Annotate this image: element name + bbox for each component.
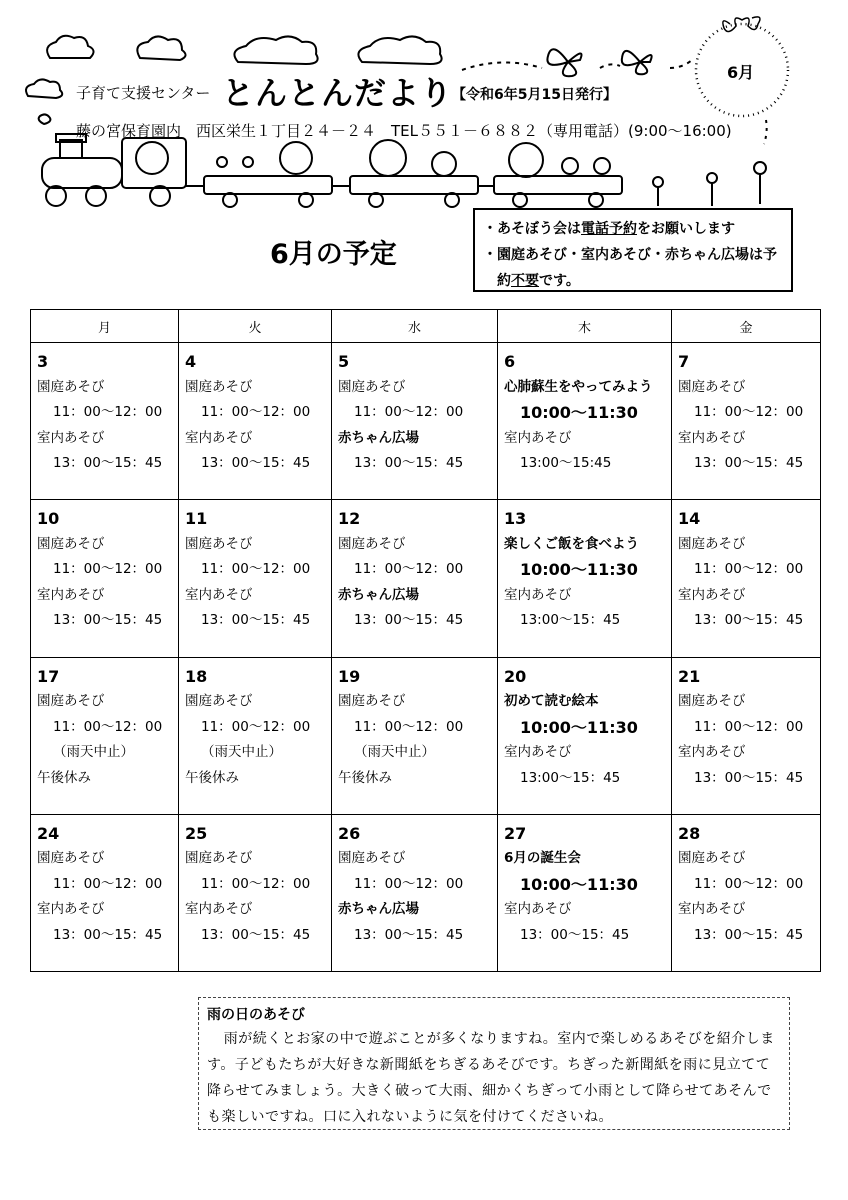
event-line: 13：00～15：45 bbox=[694, 612, 804, 629]
event-line: 園庭あそび bbox=[678, 378, 746, 395]
event-line: 園庭あそび bbox=[678, 535, 746, 552]
rainy-day-title: 雨の日のあそび bbox=[207, 1007, 305, 1023]
newsletter-title: とんとんだより bbox=[222, 74, 454, 112]
calendar-day-cell bbox=[332, 657, 498, 814]
calendar-day-cell bbox=[498, 814, 672, 971]
event-line: 室内あそび bbox=[37, 586, 105, 603]
issue-date: 【令和6年5月15日発行】 bbox=[452, 87, 617, 103]
event-line: 室内あそび bbox=[678, 586, 746, 603]
butterfly-icon bbox=[547, 49, 581, 76]
event-line: 楽しくご飯を食べよう bbox=[504, 535, 639, 552]
day-number: 13 bbox=[504, 509, 527, 529]
calendar-day-cell bbox=[672, 657, 821, 814]
event-line: 13：00～15：45 bbox=[201, 926, 311, 943]
event-line: 11：00～12：00 bbox=[53, 561, 163, 578]
event-line: 11：00～12：00 bbox=[694, 718, 804, 735]
calendar-week-row bbox=[31, 657, 821, 814]
event-line: 室内あそび bbox=[504, 586, 572, 603]
cloud-icon bbox=[26, 79, 62, 98]
rainy-day-box bbox=[198, 997, 790, 1130]
day-number: 28 bbox=[678, 823, 701, 843]
event-line: 10:00～11:30 bbox=[520, 403, 638, 422]
event-line: 園庭あそび bbox=[185, 378, 253, 395]
event-line: 園庭あそび bbox=[37, 693, 105, 709]
event-line: 13：00～15：45 bbox=[520, 926, 630, 943]
event-line: 午後休み bbox=[37, 769, 91, 786]
event-line: 13：00～15：45 bbox=[694, 926, 804, 943]
event-line: 園庭あそび bbox=[185, 693, 253, 709]
calendar-day-cell bbox=[31, 814, 179, 971]
day-number: 20 bbox=[504, 666, 527, 686]
event-line: 室内あそび bbox=[37, 429, 105, 446]
calendar-day-cell bbox=[179, 343, 332, 500]
event-line: 室内あそび bbox=[185, 586, 253, 603]
center-name: 子育て支援センター bbox=[76, 84, 211, 102]
calendar-day-cell bbox=[179, 657, 332, 814]
event-line: 園庭あそび bbox=[37, 850, 105, 867]
day-number: 4 bbox=[185, 352, 197, 371]
calendar-day-cell bbox=[672, 500, 821, 657]
event-line: 室内あそび bbox=[185, 901, 253, 918]
calendar-week-row bbox=[31, 814, 821, 971]
event-line: 13：00～15：45 bbox=[201, 455, 311, 471]
event-line: 13:00～15：45 bbox=[520, 769, 621, 786]
event-line: 園庭あそび bbox=[185, 850, 253, 867]
calendar-day-cell bbox=[31, 500, 179, 657]
day-number: 27 bbox=[504, 823, 527, 843]
event-line: 赤ちゃん広場 bbox=[338, 901, 419, 918]
event-line: 13:00～15:45 bbox=[520, 455, 612, 471]
day-number: 7 bbox=[678, 352, 690, 371]
event-line: 10:00～11:30 bbox=[520, 717, 638, 737]
day-number: 10 bbox=[37, 509, 60, 529]
calendar-day-cell bbox=[332, 500, 498, 657]
day-number: 26 bbox=[338, 823, 361, 843]
calendar-week-row bbox=[31, 343, 821, 500]
event-line: 13：00～15：45 bbox=[53, 455, 163, 471]
train-illustration bbox=[42, 134, 766, 207]
event-line: 13：00～15：45 bbox=[694, 769, 804, 786]
notice-line-3: 約不要です。 bbox=[497, 273, 580, 289]
event-line: 園庭あそび bbox=[185, 535, 253, 552]
event-line: 室内あそび bbox=[504, 429, 572, 446]
event-line: 11：00～12：00 bbox=[53, 875, 163, 892]
cloud-icon bbox=[47, 36, 93, 58]
event-line: （雨天中止） bbox=[201, 744, 282, 760]
calendar-day-cell bbox=[332, 814, 498, 971]
event-line: 室内あそび bbox=[185, 429, 253, 446]
cloud-icon bbox=[358, 36, 441, 64]
event-line: 園庭あそび bbox=[678, 693, 746, 709]
event-line: 心肺蘇生をやってみよう bbox=[504, 378, 653, 395]
weekday-header: 水 bbox=[332, 310, 498, 343]
day-number: 24 bbox=[37, 823, 60, 843]
event-line: 13：00～15：45 bbox=[694, 455, 804, 471]
event-line: 11：00～12：00 bbox=[354, 875, 464, 892]
month-badge: 6月 bbox=[727, 63, 755, 82]
event-line: 11：00～12：00 bbox=[354, 561, 464, 578]
event-line: 13：00～15：45 bbox=[53, 926, 163, 943]
event-line: （雨天中止） bbox=[53, 744, 134, 760]
day-number: 5 bbox=[338, 352, 350, 371]
event-line: （雨天中止） bbox=[354, 744, 435, 760]
event-line: 園庭あそび bbox=[37, 378, 105, 395]
weekday-header: 金 bbox=[672, 310, 821, 343]
day-number: 19 bbox=[338, 666, 361, 686]
event-line: 午後休み bbox=[338, 769, 392, 786]
event-line: 園庭あそび bbox=[338, 693, 406, 709]
calendar-day-cell bbox=[179, 500, 332, 657]
event-line: 室内あそび bbox=[504, 901, 572, 918]
event-line: 園庭あそび bbox=[678, 850, 746, 867]
event-line: 10:00～11:30 bbox=[520, 560, 638, 580]
event-line: 11：00～12：00 bbox=[694, 404, 804, 420]
event-line: 13：00～15：45 bbox=[201, 612, 311, 629]
event-line: 11：00～12：00 bbox=[354, 404, 464, 420]
day-number: 12 bbox=[338, 509, 361, 529]
event-line: 初めて読む絵本 bbox=[504, 693, 599, 709]
calendar-week-row bbox=[31, 500, 821, 657]
day-number: 18 bbox=[185, 666, 208, 686]
weekday-header: 月 bbox=[31, 310, 179, 343]
calendar-day-cell bbox=[332, 343, 498, 500]
calendar-day-cell bbox=[179, 814, 332, 971]
event-line: 室内あそび bbox=[678, 744, 746, 760]
schedule-title: 6月の予定 bbox=[270, 239, 397, 270]
event-line: 11：00～12：00 bbox=[53, 404, 163, 420]
calendar-table bbox=[30, 309, 821, 972]
event-line: 11：00～12：00 bbox=[201, 404, 311, 420]
event-line: 11：00～12：00 bbox=[354, 718, 464, 735]
event-line: 室内あそび bbox=[678, 429, 746, 446]
event-line: 園庭あそび bbox=[338, 378, 406, 395]
notice-line-1: ・あそぼう会は電話予約をお願いします bbox=[483, 221, 735, 237]
cloud-icon bbox=[137, 36, 185, 60]
notice-line-2: ・園庭あそび・室内あそび・赤ちゃん広場は予 bbox=[483, 247, 777, 263]
event-line: 園庭あそび bbox=[338, 535, 406, 552]
calendar-day-cell bbox=[498, 343, 672, 500]
day-number: 6 bbox=[504, 352, 516, 371]
day-number: 17 bbox=[37, 666, 60, 686]
event-line: 13：00～15：45 bbox=[354, 926, 464, 943]
event-line: 11：00～12：00 bbox=[53, 718, 163, 735]
calendar-day-cell bbox=[672, 814, 821, 971]
event-line: 11：00～12：00 bbox=[201, 561, 311, 578]
event-line: 10:00～11:30 bbox=[520, 874, 638, 894]
event-line: 11：00～12：00 bbox=[694, 875, 804, 892]
day-number: 25 bbox=[185, 823, 208, 843]
calendar-day-cell bbox=[31, 343, 179, 500]
cloud-icon bbox=[234, 36, 317, 64]
event-line: 園庭あそび bbox=[338, 850, 406, 867]
event-line: 室内あそび bbox=[678, 901, 746, 918]
event-line: 赤ちゃん広場 bbox=[338, 586, 419, 603]
event-line: 11：00～12：00 bbox=[201, 718, 311, 735]
weekday-header: 木 bbox=[498, 310, 672, 343]
day-number: 11 bbox=[185, 509, 208, 529]
event-line: 室内あそび bbox=[37, 901, 105, 918]
event-line: 13：00～15：45 bbox=[354, 612, 464, 629]
event-line: 11：00～12：00 bbox=[201, 875, 311, 892]
event-line: 13：00～15：45 bbox=[53, 612, 163, 629]
calendar-day-cell bbox=[31, 657, 179, 814]
event-line: 園庭あそび bbox=[37, 535, 105, 552]
event-line: 11：00～12：00 bbox=[694, 561, 804, 578]
day-number: 21 bbox=[678, 666, 701, 686]
notice-box bbox=[473, 208, 793, 292]
calendar-day-cell bbox=[498, 657, 672, 814]
calendar-day-cell bbox=[672, 343, 821, 500]
event-line: 13:00～15：45 bbox=[520, 612, 621, 629]
day-number: 3 bbox=[37, 352, 49, 371]
rainy-day-body: 雨が続くとお家の中で遊ぶことが多くなりますね。室内で楽しめるあそびを紹介します。子どもたちが大好きな新聞紙をちぎるあそびです。ちぎった新聞紙を雨に見立てて降らせてみましょう。大きく破って大雨、細かくちぎって小雨として降らせてあそんでも楽しいですね。口に入れないように気を付けてくださいね。 bbox=[207, 1031, 775, 1125]
event-line: 13：00～15：45 bbox=[354, 455, 464, 471]
weekday-header-row bbox=[31, 310, 821, 343]
weekday-header: 火 bbox=[179, 310, 332, 343]
butterfly-icon bbox=[622, 51, 652, 74]
calendar-day-cell bbox=[498, 500, 672, 657]
event-line: 室内あそび bbox=[504, 744, 572, 760]
event-line: 赤ちゃん広場 bbox=[338, 429, 419, 446]
event-line: 6月の誕生会 bbox=[504, 850, 581, 867]
address-contact: 藤の宮保育園内 西区栄生１丁目２４－２４ TEL５５１－６８８２（専用電話）(9:00～16:00) bbox=[76, 122, 732, 140]
event-line: 午後休み bbox=[185, 769, 239, 786]
day-number: 14 bbox=[678, 509, 701, 529]
